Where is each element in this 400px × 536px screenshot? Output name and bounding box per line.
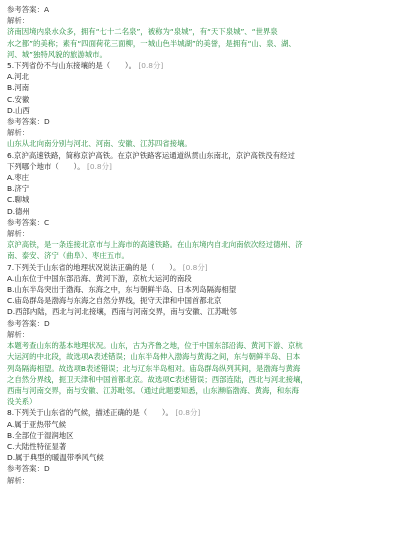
q7-stem: 7.下列关于山东省的地理状况说法正确的是（ ）。 xyxy=(7,262,181,272)
q4-explanation-line: 河、城”独特风貌的旅游城市。 xyxy=(7,49,107,59)
q8-option-b[interactable]: B.全部位于湿润地区 xyxy=(7,430,74,440)
q6-answer: 参考答案：C xyxy=(7,217,50,227)
q4-answer: 参考答案：A xyxy=(7,5,50,14)
q5-explanation-line: 山东从北向南分别与河北、河南、安徽、江苏四省接壤。 xyxy=(7,139,192,149)
q7-option-c[interactable]: C.庙岛群岛是渤海与东海之自然分界线，扼守天津和中国首都北京 xyxy=(7,296,222,306)
q6-option-a[interactable]: A.枣庄 xyxy=(7,173,30,183)
q7-explanation-line: 之自然分界线，扼卫天津和中国首都北京。故选项C表述错误；西部连陆，西北与河北接壤， xyxy=(7,374,308,384)
q6-option-d[interactable]: D.德州 xyxy=(7,206,30,216)
q5-answer: 参考答案：D xyxy=(7,117,50,127)
q6-option-b[interactable]: B.济宁 xyxy=(7,184,30,194)
q8-option-d[interactable]: D.属于典型的暖温带季风气候 xyxy=(7,453,104,463)
q4-explanation-line: 济南因境内泉水众多，拥有“七十二名泉”，被称为“泉城”，有“天下泉城”、“世界泉 xyxy=(7,27,278,37)
q8-question xyxy=(7,407,394,418)
q7-explanation-line: 大运河的中北段，故选项A表述错误；山东半岛伸入渤海与黄海之间，东与朝鲜半岛、日本 xyxy=(7,352,301,362)
q8-stem: 8.下列关于山东省的气候，描述正确的是（ ）。 xyxy=(7,408,173,418)
q8-explanation-label: 解析： xyxy=(7,475,30,485)
q6-explanation-label: 解析： xyxy=(7,229,30,239)
q7-explanation-line: 本题考查山东的基本地理状况。山东，古为齐鲁之地，位于中国东部沿海、黄河下游、京杭 xyxy=(7,341,303,351)
q6-option-c[interactable]: C.聊城 xyxy=(7,195,30,205)
q7-question xyxy=(7,262,394,273)
q5-explanation-label: 解析： xyxy=(7,128,30,138)
q6-stem-continued: 下列哪个地市（ ）。 xyxy=(7,161,85,171)
q7-option-a[interactable]: A.山东位于中国东部沿海、黄河下游，京杭大运河的南段 xyxy=(7,273,192,283)
q4-explanation-label: 解析： xyxy=(7,16,30,26)
q6-score: [0.8分] xyxy=(86,161,112,171)
q6-explanation-line: 南、泰安、济宁（曲阜）、枣庄五市。 xyxy=(7,251,129,261)
q7-answer: 参考答案：D xyxy=(7,318,50,328)
q5-option-d[interactable]: D.山西 xyxy=(7,105,30,115)
q7-option-b[interactable]: B.山东半岛突出于渤海、东海之中，东与朝鲜半岛、日本列岛隔海相望 xyxy=(7,285,237,295)
q5-option-a[interactable]: A.河北 xyxy=(7,72,30,82)
q6-question xyxy=(7,161,394,172)
q6-stem: 6.京沪高速铁路，简称京沪高铁。在京沪铁路客运通道纵贯山东南北，京沪高铁没有经过 xyxy=(7,150,295,160)
q5-stem: 5.下列省份不与山东接壤的是（ ）。 xyxy=(7,61,136,71)
q7-score: [0.8分] xyxy=(182,262,208,272)
q5-option-c[interactable]: C.安徽 xyxy=(7,94,30,104)
q6-explanation-line: 京沪高铁，是一条连接北京市与上海市的高速铁路。在山东境内自北向南依次经过德州、济 xyxy=(7,240,303,250)
q7-explanation-line: 没关系） xyxy=(7,397,37,407)
q8-score: [0.8分] xyxy=(175,408,201,418)
q5-score: [0.8分] xyxy=(138,61,164,71)
q4-explanation-line: 水之都”的美称；素有“四面荷花三面柳，一城山色半城湖”的美誉，是拥有“山、泉、湖、 xyxy=(7,38,296,48)
q8-option-c[interactable]: C.大陆性特征显著 xyxy=(7,441,67,451)
q5-question xyxy=(7,60,394,71)
q7-explanation-line: 西南与河南交界，南与安徽、江苏毗邻。（通过此题要知悉，山东濒临渤海、黄海，和东海 xyxy=(7,385,299,395)
q5-option-b[interactable]: B.河南 xyxy=(7,83,30,93)
q8-option-a[interactable]: A.属于亚热带气候 xyxy=(7,419,67,429)
q7-explanation-line: 列岛隔海相望。故选项B表述错误；北与辽东半岛相对。庙岛群岛纵列其间，是渤海与黄海 xyxy=(7,363,301,373)
q7-explanation-label: 解析： xyxy=(7,329,30,339)
q7-option-d[interactable]: D.西部内陆，西北与河北接壤，西南与河南交界，南与安徽、江苏毗邻 xyxy=(7,307,237,317)
q8-answer: 参考答案：D xyxy=(7,464,50,474)
